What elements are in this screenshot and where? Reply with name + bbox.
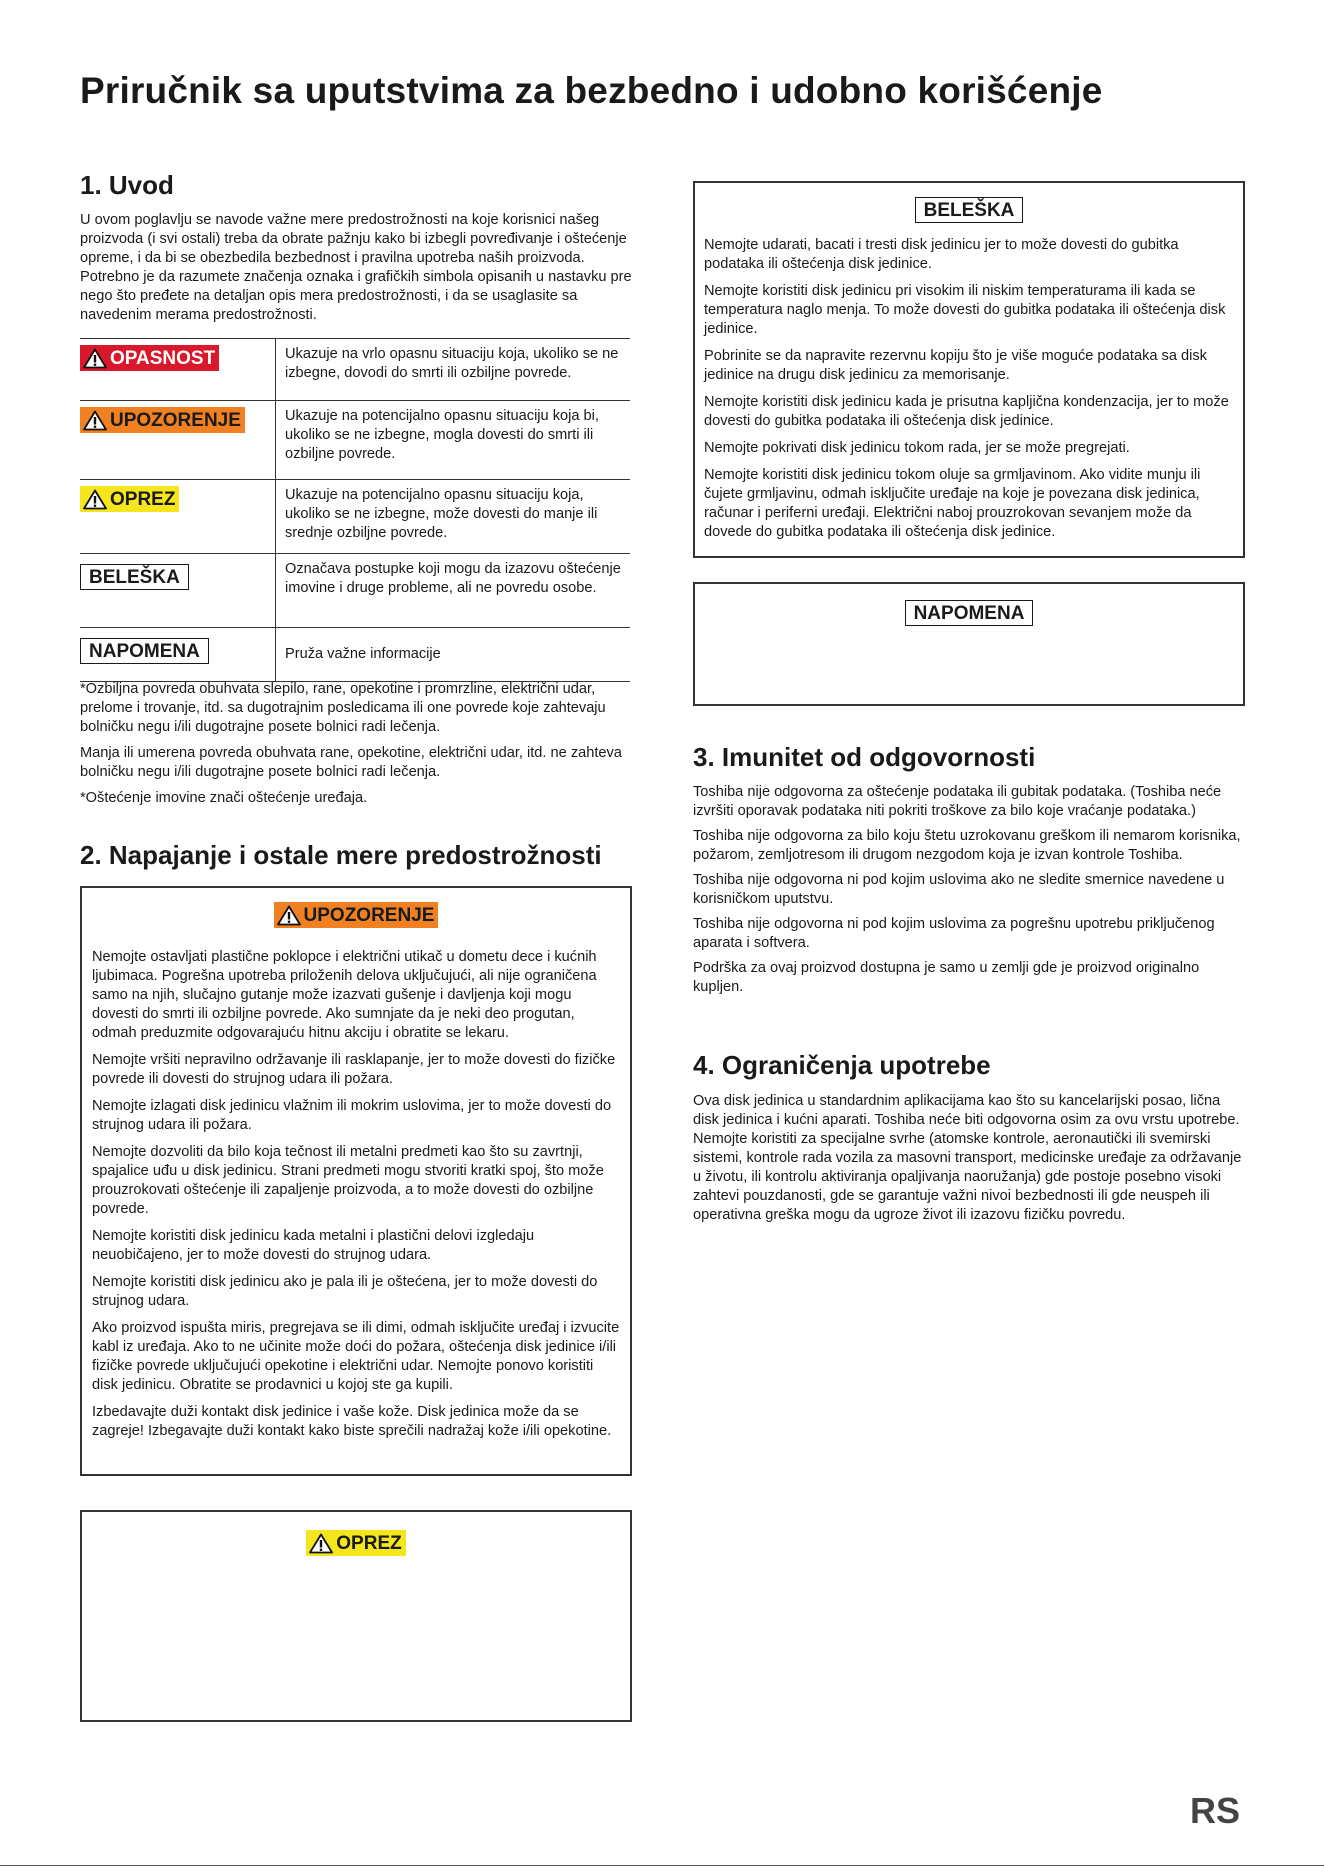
note-item: Nemojte koristiti disk jedinicu kada je prisutna kapljična kondenzacija, jer to može dovesti do gubitka podataka ili oštećenja disk jedinice. — [704, 394, 1229, 429]
section4-paragraph: Ova disk jedinica u standardnim aplikacijama kao što su kancelarijski posao, lična disk jedinica i kućni aparati. Toshiba neće biti odgovorna osim za ovu vrstu upotrebe. Nemojte koristiti za specijalne svrhe (atomske kontrole, aeronautički ili svemirski sistemi, kontrole rada vozila za masovni transport, medicinske uređaje za održavanje u životu, ili kontrolu aktiviranja opaljivanja naoružanja) gde postoje posebno visoki zahtevi pouzdanosti, gde se garantuje važni nivoi bezbednosti ili gde neuspeh ili operativna greška mogu da ugroze život ili izazovu fizičku povredu. — [693, 1093, 1242, 1223]
note-serious-injury: *Ozbiljna povreda obuhvata slepilo, rane, opekotine i promrzline, električni udar, prelome i trovanje, itd. sa dugotrajnim posledicama ili one povrede koje zahtevaju bolničku negu i/ili dugotrajne posete bolnici radi lečenja. — [80, 681, 606, 735]
warning-triangle-icon — [83, 348, 107, 369]
section1-notes — [80, 680, 635, 808]
warning-triangle-icon — [309, 1533, 333, 1554]
section4-heading: 4. Ograničenja upotrebe — [693, 1050, 991, 1080]
warning-label: UPOZORENJE — [110, 410, 241, 431]
info-description: Pruža važne informacije — [276, 628, 631, 682]
warning-description: Ukazuje na potencijalno opasnu situaciju koja bi, ukoliko se ne izbegne, mogla dovesti do smrti ili ozbiljne povrede. — [276, 401, 631, 480]
section3-paragraph: Podrška za ovaj proizvod dostupna je samo u zemlji gde je proizvod originalno kupljen. — [693, 960, 1200, 995]
note-sign: BELEŠKA — [80, 564, 189, 590]
page-title: Priručnik sa uputstvima za bezbedno i udobno korišćenje — [80, 70, 1103, 111]
section1-heading: 1. Uvod — [80, 170, 174, 200]
note-property-damage: *Oštećenje imovine znači oštećenje uređaja. — [80, 790, 368, 806]
warning-box-sign — [274, 902, 439, 928]
section3-paragraph: Toshiba nije odgovorna za bilo koju štetu uzrokovanu greškom ili nemarom korisnika, požarom, zemljotresom ili drugom nezgodom koja je izvan kontrole Toshiba. — [693, 828, 1241, 863]
warning-item: Nemojte koristiti disk jedinicu kada metalni i plastični delovi izgledaju neuobičajeno, jer to može dovesti do strujnog udara. — [92, 1228, 535, 1263]
legend-row-note — [80, 554, 630, 628]
legend-row-warning — [80, 401, 630, 480]
warning-triangle-icon — [83, 489, 107, 510]
legend-row-caution — [80, 480, 630, 554]
section3-paragraph: Toshiba nije odgovorna ni pod kojim uslovima ako ne sledite smernice navedene u korisničkom uputstvu. — [693, 872, 1225, 907]
warning-box-label: UPOZORENJE — [303, 905, 435, 926]
note-item: Nemojte koristiti disk jedinicu tokom oluje sa grmljavinom. Ako vidite munju ili čujete grmljavinu, odmah isključite uređaje na koje je povezana disk jedinica, računar i periferni uređaji. Električni naboj prouzrokovan sevanjem može da dovede do gubitka podataka ili oštećenja disk jedinice. — [704, 467, 1201, 540]
warning-item: Nemojte dozvoliti da bilo koja tečnost ili metalni predmeti kao što su zavrtnji, spajalice uđu u disk jedinicu. Strani predmeti mogu stvoriti kratki spoj, što može prouzrokovati oštećenje ili zapaljenje proizvoda, a to može dovesti do ozbiljne povrede. — [92, 1144, 604, 1217]
note-description: Označava postupke koji mogu da izazovu oštećenje imovine i druge probleme, ali ne povredu osobe. — [276, 554, 631, 628]
section3-heading: 3. Imunitet od odgovornosti — [693, 742, 1036, 772]
note-item: Pobrinite se da napravite rezervnu kopiju što je više moguće podataka sa disk jedinice na drugu disk jedinicu za memorisanje. — [704, 348, 1207, 383]
note-box-label: BELEŠKA — [915, 197, 1024, 223]
legend-row-info — [80, 628, 630, 682]
warning-triangle-icon — [83, 410, 107, 431]
danger-description: Ukazuje na vrlo opasnu situaciju koja, ukoliko se ne izbegne, dovodi do smrti ili ozbiljne povrede. — [276, 339, 631, 401]
caution-description: Ukazuje na potencijalno opasnu situaciju koja, ukoliko se ne izbegne, može dovesti do manje ili srednje ozbiljne povrede. — [276, 480, 631, 554]
warning-item: Izbedavajte duži kontakt disk jedinice i vaše kože. Disk jedinica može da se zagreje! Izbegavajte duži kontakt kako biste sprečili nadražaj kože i/ili opekotine. — [92, 1404, 612, 1439]
caution-sign — [80, 486, 179, 512]
info-box — [693, 582, 1245, 706]
warning-item: Ako proizvod ispušta miris, pregrejava se ili dimi, odmah isključite uređaj i izvucite kabl iz uređaja. Ako to ne učinite može doći do požara, oštećenja disk jedinice i/ili fizičke povrede uključujući opekotine i električni udar. Nemojte ponovo koristiti disk jedinicu. Obratite se prodavnici u kojoj ste ga kupili. — [92, 1320, 620, 1393]
section1-intro: U ovom poglavlju se navode važne mere predostrožnosti na koje korisnici našeg proizvoda (i svi ostali) treba da obrate pažnju kako bi izbegli povređivanje i oštećenje opreme, i da bi se obezbedila bezbednost i pravilna upotreba naših proizvoda. Potrebno je da razumete značenja oznaka i grafičkih simbola opisanih u nastavku pre nego što pređete na detaljan opis mera predostrožnosti, i da se usaglasite sa navedenim merama predostrožnosti. — [80, 212, 632, 323]
caution-box-label: OPREZ — [336, 1533, 402, 1554]
warning-item: Nemojte vršiti nepravilno održavanje ili rasklapanje, jer to može dovesti do fizičke povrede ili dovesti do strujnog udara ili požara. — [92, 1052, 616, 1087]
note-item: Nemojte koristiti disk jedinicu pri visokim ili niskim temperaturama ili kada se temperatura naglo menja. To može dovesti do gubitka podataka ili oštećenja disk jedinice. — [704, 283, 1226, 337]
note-box — [693, 181, 1245, 558]
warning-triangle-icon — [277, 905, 301, 926]
warning-item: Nemojte izlagati disk jedinicu vlažnim ili mokrim uslovima, jer to može dovesti do strujnog udara ili požara. — [92, 1098, 612, 1133]
section2-heading: 2. Napajanje i ostale mere predostrožnosti — [80, 840, 602, 870]
info-sign: NAPOMENA — [80, 638, 209, 664]
warning-box — [80, 886, 632, 1476]
section3-paragraph: Toshiba nije odgovorna ni pod kojim uslovima za pogrešnu upotrebu priključenog aparata i softvera. — [693, 916, 1215, 951]
caution-label: OPREZ — [110, 489, 176, 510]
note-item: Nemojte udarati, bacati i tresti disk jedinicu jer to može dovesti do gubitka podataka ili oštećenja disk jedinice. — [704, 237, 1179, 272]
warning-item: Nemojte ostavljati plastične poklopce i električni utikač u dometu dece i kućnih ljubimaca. Pogrešna upotreba priloženih delova uključujući, ali nije ograničena samo na njih, slučajno gutanje može izazvati gušenje i davljenja koji mogu dovesti do smrti ili ozbiljne povrede. Ako sumnjate da je neki deo progutan, odmah preduzmite odgovarajuću hitnu akciju i obratite se lekaru. — [92, 949, 597, 1041]
caution-box — [80, 1510, 632, 1722]
note-minor-injury: Manja ili umerena povreda obuhvata rane, opekotine, električni udar, itd. ne zahteva bolničku negu i/ili dugotrajne posete bolnici radi lečenja. — [80, 745, 622, 780]
info-box-label: NAPOMENA — [905, 600, 1034, 626]
caution-box-sign — [306, 1530, 405, 1556]
footer-rule — [0, 1865, 1324, 1866]
note-item: Nemojte pokrivati disk jedinicu tokom rada, jer se može pregrejati. — [704, 440, 1130, 456]
warning-item: Nemojte koristiti disk jedinicu ako je pala ili je oštećena, jer to može dovesti do strujnog udara. — [92, 1274, 598, 1309]
section3-body — [693, 783, 1245, 997]
legend-row-danger — [80, 339, 630, 401]
language-code: RS — [1189, 1790, 1240, 1831]
danger-label: OPASNOST — [110, 348, 216, 369]
danger-sign — [80, 345, 219, 371]
section3-paragraph: Toshiba nije odgovorna za oštećenje podataka ili gubitak podataka. (Toshiba neće izvršiti oporavak podataka niti pokriti troškove za bilo koje vraćanje podataka.) — [693, 784, 1222, 819]
signal-word-legend — [80, 338, 630, 682]
warning-sign — [80, 407, 245, 433]
